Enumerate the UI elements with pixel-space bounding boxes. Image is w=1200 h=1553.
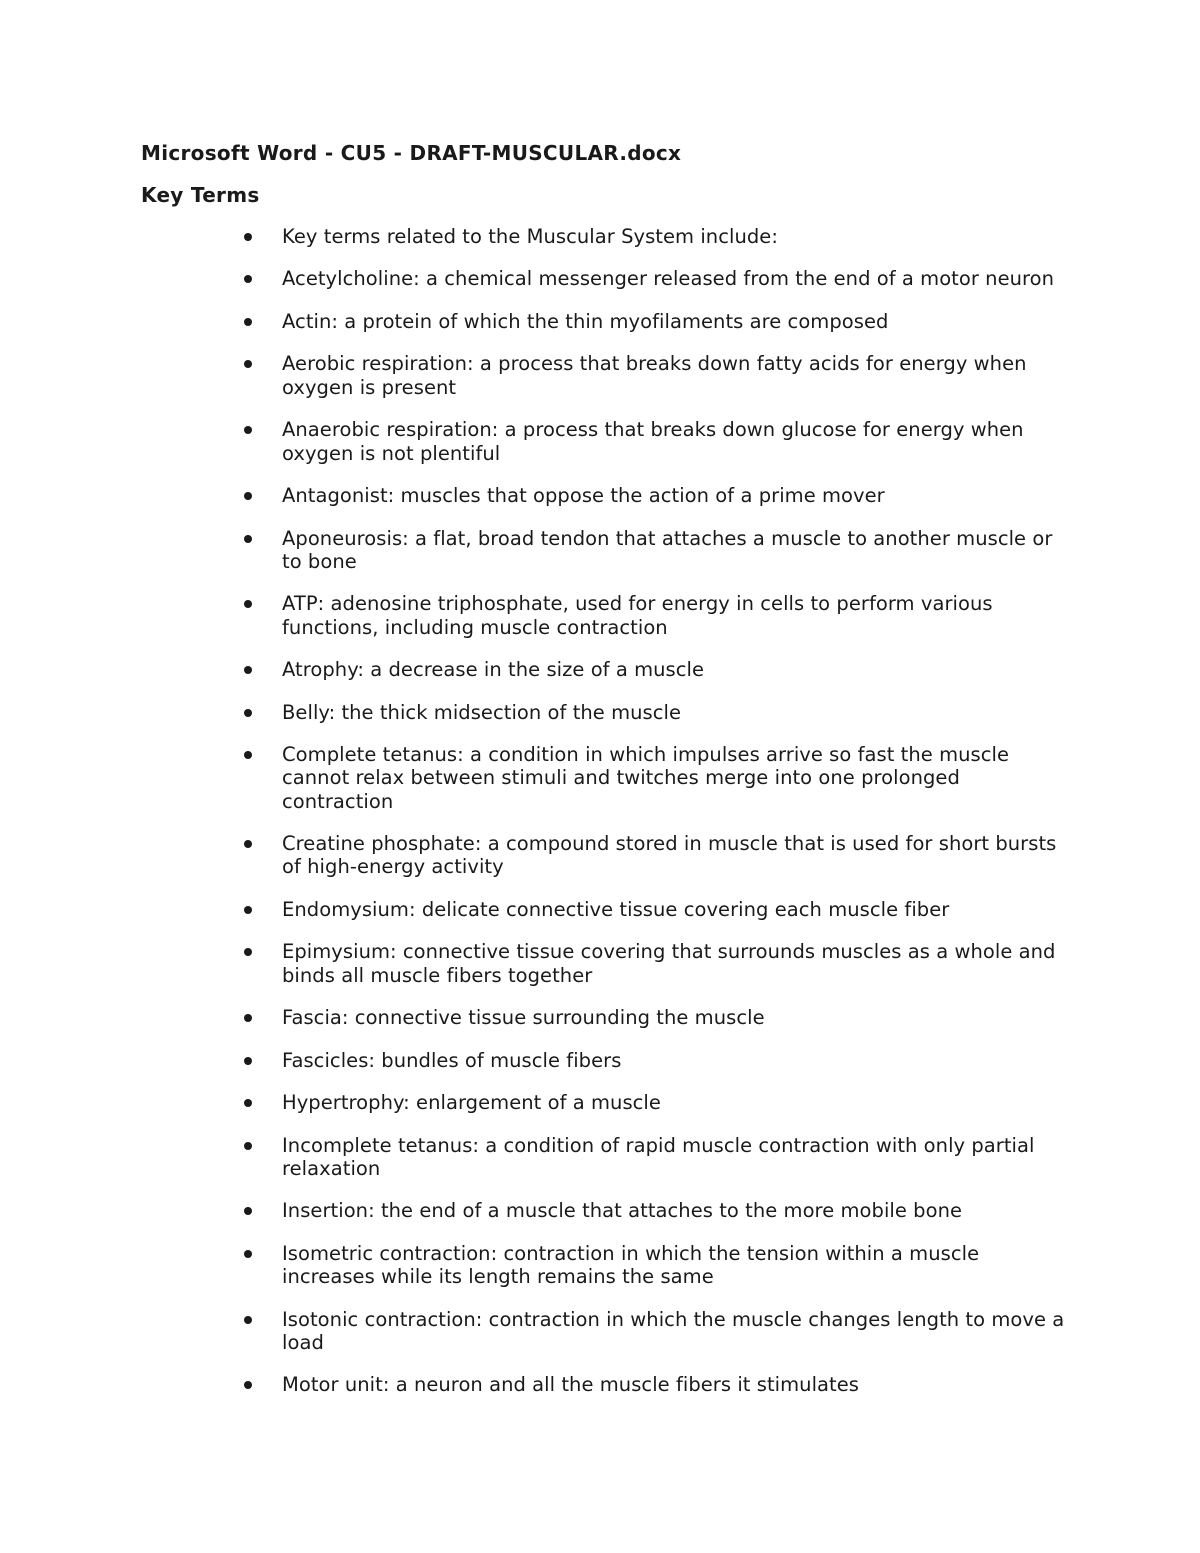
list-item <box>0 352 1072 399</box>
list-item-text: Motor unit: a neuron and all the muscle fibers it stimulates <box>282 1373 859 1397</box>
list-item-text: Belly: the thick midsection of the muscle <box>282 700 682 724</box>
list-item <box>0 898 1072 921</box>
list-item-text: Anaerobic respiration: a process that breaks down glucose for energy when oxygen is not plentiful <box>282 418 1024 465</box>
list-item <box>0 1134 1072 1181</box>
list-item-text: Creatine phosphate: a compound stored in muscle that is used for short bursts of high-energy activity <box>282 832 1057 879</box>
bullet-icon <box>244 948 252 956</box>
list-item <box>0 832 1072 879</box>
bullet-icon <box>244 1099 252 1107</box>
bullet-icon <box>244 360 252 368</box>
list-item <box>0 1373 1072 1396</box>
list-item-text: Actin: a protein of which the thin myofilaments are composed <box>282 309 889 333</box>
list-item-text: Endomysium: delicate connective tissue covering each muscle fiber <box>282 897 950 921</box>
bullet-icon <box>244 1142 252 1150</box>
list-item <box>0 418 1072 465</box>
list-item-text: Fascia: connective tissue surrounding the muscle <box>282 1006 765 1030</box>
list-item-text: Insertion: the end of a muscle that attaches to the more mobile bone <box>282 1199 963 1223</box>
bullet-icon <box>244 1207 252 1215</box>
list-item-text: Aerobic respiration: a process that breaks down fatty acids for energy when oxygen is present <box>282 352 1027 399</box>
list-item <box>0 267 1072 290</box>
key-terms-list <box>0 225 1200 1416</box>
list-item-text: Hypertrophy: enlargement of a muscle <box>282 1091 661 1115</box>
list-item-text: Complete tetanus: a condition in which impulses arrive so fast the muscle cannot relax between stimuli and twitches merge into one prolonged contraction <box>282 743 1010 813</box>
list-item <box>0 592 1072 639</box>
bullet-icon <box>244 840 252 848</box>
list-item-text: Acetylcholine: a chemical messenger released from the end of a motor neuron <box>282 267 1055 291</box>
list-item <box>0 310 1072 333</box>
list-item <box>0 1199 1072 1222</box>
bullet-icon <box>244 1057 252 1065</box>
list-item-text: Incomplete tetanus: a condition of rapid muscle contraction with only partial relaxation <box>282 1133 1035 1180</box>
list-item <box>0 658 1072 681</box>
list-item <box>0 940 1072 987</box>
bullet-icon <box>244 600 252 608</box>
bullet-icon <box>244 1381 252 1389</box>
bullet-icon <box>244 666 252 674</box>
list-item <box>0 1006 1072 1029</box>
list-item-text: Aponeurosis: a flat, broad tendon that attaches a muscle to another muscle or to bone <box>282 526 1053 573</box>
bullet-icon <box>244 1014 252 1022</box>
list-item <box>0 1308 1072 1355</box>
list-item-text: Atrophy: a decrease in the size of a muscle <box>282 658 705 682</box>
bullet-icon <box>244 751 252 759</box>
bullet-icon <box>244 1316 252 1324</box>
bullet-icon <box>244 233 252 241</box>
bullet-icon <box>244 535 252 543</box>
list-item <box>0 1049 1072 1072</box>
list-item-text: Isometric contraction: contraction in which the tension within a muscle increases while its length remains the same <box>282 1241 980 1289</box>
list-item-text: Isotonic contraction: contraction in which the muscle changes length to move a load <box>282 1307 1065 1354</box>
bullet-icon <box>244 709 252 717</box>
bullet-icon <box>244 318 252 326</box>
list-item <box>0 1242 1072 1289</box>
bullet-icon <box>244 1250 252 1258</box>
list-item <box>0 743 1072 813</box>
bullet-icon <box>244 275 252 283</box>
bullet-icon <box>244 492 252 500</box>
list-item-text: Fascicles: bundles of muscle fibers <box>282 1048 622 1072</box>
list-item-text: Epimysium: connective tissue covering that surrounds muscles as a whole and binds all muscle fibers together <box>282 940 1056 987</box>
list-item-text: Antagonist: muscles that oppose the action of a prime mover <box>282 484 885 508</box>
list-item <box>0 484 1072 507</box>
list-item <box>0 225 1072 248</box>
list-item <box>0 701 1072 724</box>
list-item <box>0 1091 1072 1114</box>
bullet-icon <box>244 426 252 434</box>
list-item-text: Key terms related to the Muscular System include: <box>282 225 778 248</box>
list-item-text: ATP: adenosine triphosphate, used for energy in cells to perform various functions, including muscle contraction <box>282 592 993 639</box>
document-title: Microsoft Word - CU5 - DRAFT-MUSCULAR.docx <box>141 141 682 165</box>
bullet-icon <box>244 906 252 914</box>
list-item <box>0 527 1072 574</box>
section-heading: Key Terms <box>141 183 260 207</box>
